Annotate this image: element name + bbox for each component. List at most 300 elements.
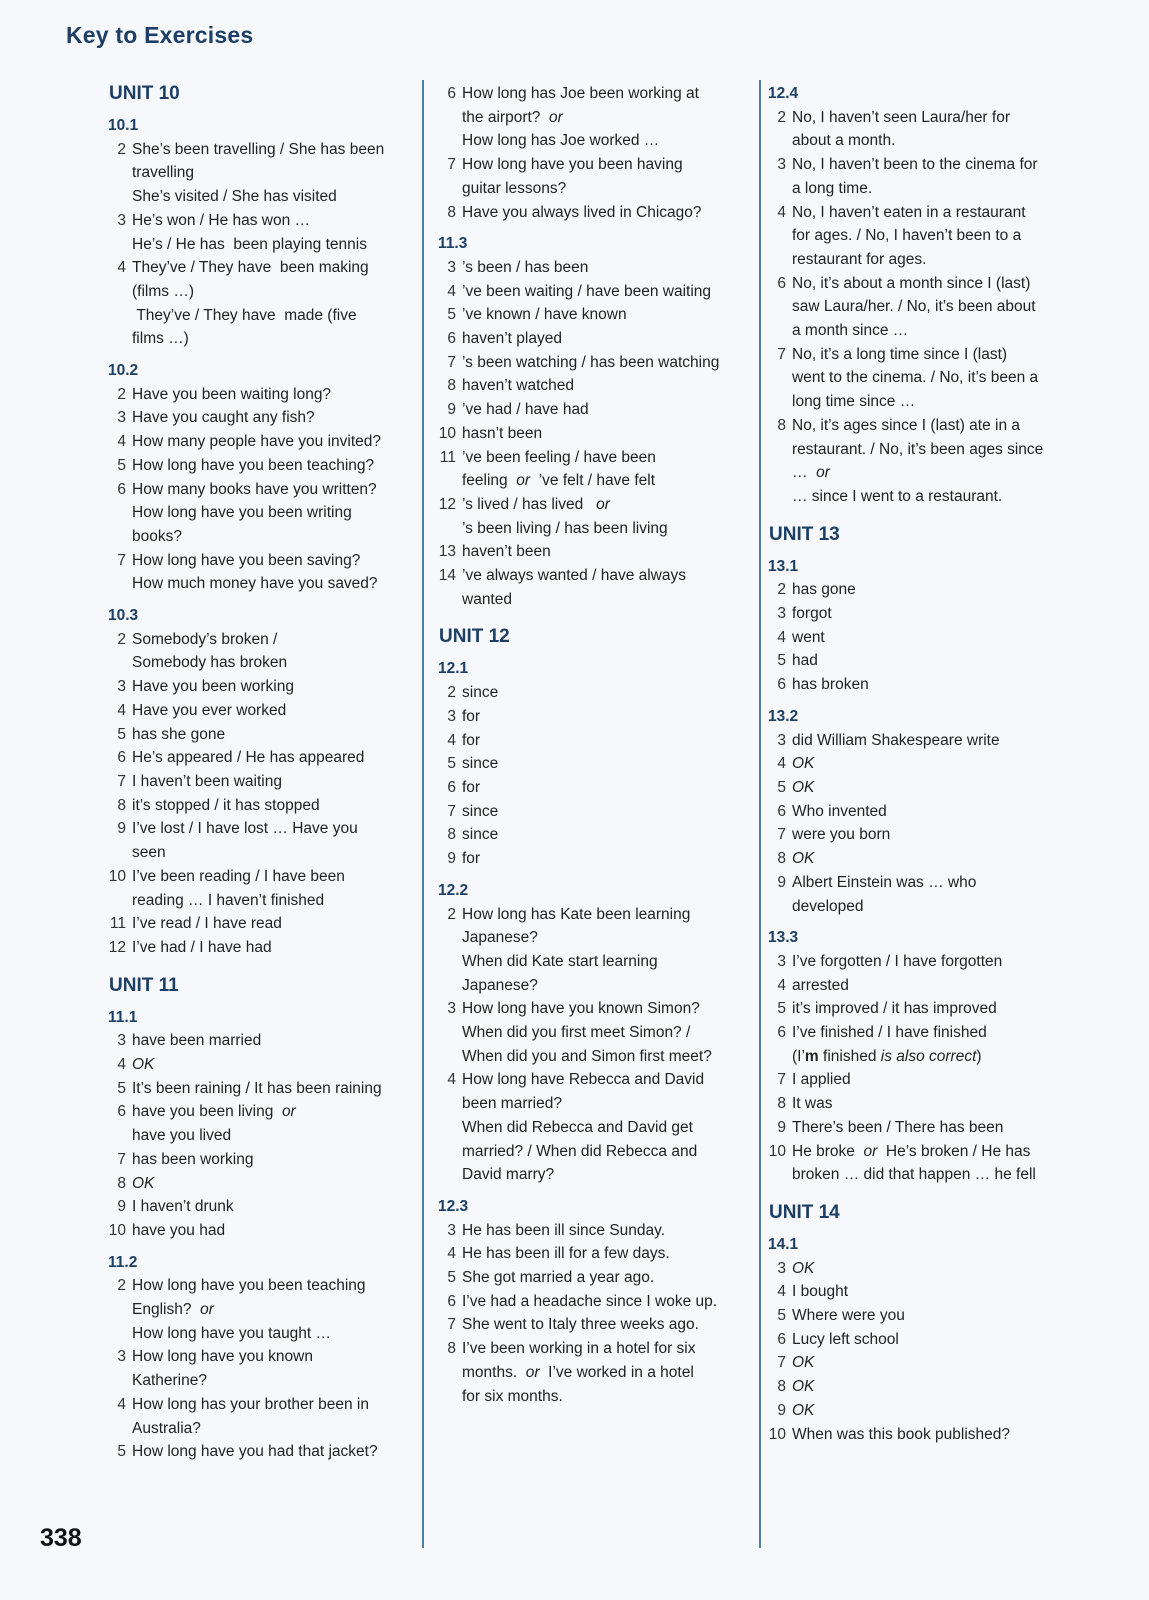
answer-number: 4 bbox=[117, 1395, 126, 1413]
answer-number bbox=[768, 319, 792, 343]
answer-number: 8 bbox=[777, 1378, 786, 1396]
answer-text: When did you first meet Simon? / bbox=[462, 1024, 691, 1042]
answer-number: 4 bbox=[447, 731, 456, 749]
answer-line bbox=[438, 1242, 736, 1266]
answer-text: (I’m finished is also correct) bbox=[792, 1047, 982, 1065]
answer-number: 9 bbox=[777, 1118, 786, 1136]
answer-text: since bbox=[462, 826, 499, 844]
answer-number: 4 bbox=[777, 628, 786, 646]
answer-text: seen bbox=[132, 844, 166, 862]
exercise-heading: 11.2 bbox=[108, 1253, 138, 1271]
answer-text: wanted bbox=[462, 590, 512, 608]
answer-line bbox=[438, 1385, 736, 1409]
answer-line bbox=[768, 366, 1068, 390]
answer-line bbox=[438, 974, 736, 998]
answer-line bbox=[108, 1369, 404, 1393]
answer-text: How long have you been saving? bbox=[132, 551, 361, 569]
answer-text: They’ve / They have been making bbox=[132, 259, 369, 277]
answer-line bbox=[768, 626, 1068, 650]
answer-number: 6 bbox=[777, 1024, 786, 1042]
answer-number bbox=[768, 461, 792, 485]
page-number: 338 bbox=[40, 1524, 82, 1552]
answer-text: it’s stopped / it has stopped bbox=[132, 796, 320, 814]
answer-text: for six months. bbox=[462, 1387, 563, 1405]
column-2 bbox=[438, 82, 736, 1408]
answer-text: They’ve / They have made (five bbox=[132, 306, 357, 324]
answer-line bbox=[768, 1328, 1068, 1352]
answer-text: How long have Rebecca and David bbox=[462, 1071, 705, 1089]
answer-number bbox=[768, 1163, 792, 1187]
answer-number: 7 bbox=[777, 345, 786, 363]
answer-line bbox=[768, 201, 1068, 225]
answer-line bbox=[768, 1045, 1068, 1069]
answer-line bbox=[438, 280, 736, 304]
answer-number: 8 bbox=[447, 1340, 456, 1358]
answer-line bbox=[108, 817, 404, 841]
answer-line bbox=[108, 1345, 404, 1369]
answer-line bbox=[438, 469, 736, 493]
answer-number: 8 bbox=[777, 416, 786, 434]
answer-line bbox=[768, 106, 1068, 130]
page-title: Key to Exercises bbox=[66, 22, 254, 48]
answer-text: How long has your brother been in bbox=[132, 1395, 369, 1413]
answer-text: How long has Kate been learning bbox=[462, 905, 691, 923]
answer-line bbox=[108, 1100, 404, 1124]
answer-number: 9 bbox=[447, 850, 456, 868]
answer-line bbox=[108, 841, 404, 865]
answer-number bbox=[438, 469, 462, 493]
answer-number: 4 bbox=[777, 755, 786, 773]
answer-text: I haven’t been waiting bbox=[132, 772, 282, 790]
answer-line bbox=[768, 390, 1068, 414]
answer-line bbox=[768, 997, 1068, 1021]
answer-number: 2 bbox=[117, 385, 126, 403]
answer-number: 3 bbox=[447, 1000, 456, 1018]
answer-line bbox=[438, 950, 736, 974]
answer-line bbox=[438, 351, 736, 375]
answer-number: 2 bbox=[117, 630, 126, 648]
answer-number: 3 bbox=[117, 409, 126, 427]
answer-line bbox=[108, 936, 404, 960]
answer-line bbox=[438, 1045, 736, 1069]
answer-line bbox=[438, 926, 736, 950]
answer-text: restaurant. / No, it’s been ages since bbox=[792, 440, 1044, 458]
answer-number: 5 bbox=[777, 652, 786, 670]
answer-number: 2 bbox=[117, 1277, 126, 1295]
answer-number: 7 bbox=[777, 1354, 786, 1372]
answer-text: have you lived bbox=[132, 1127, 232, 1145]
answer-line bbox=[108, 1172, 404, 1196]
answer-line bbox=[438, 997, 736, 1021]
answer-text: No, I haven’t been to the cinema for bbox=[792, 156, 1038, 174]
answer-number: 3 bbox=[447, 707, 456, 725]
answer-line bbox=[108, 572, 404, 596]
answer-number: 5 bbox=[777, 1000, 786, 1018]
answer-text: for bbox=[462, 731, 481, 749]
answer-text: has gone bbox=[792, 581, 856, 599]
answer-number: 4 bbox=[777, 976, 786, 994]
answer-number: 8 bbox=[117, 1174, 126, 1192]
answer-text: She went to Italy three weeks ago. bbox=[462, 1316, 699, 1334]
answer-line bbox=[108, 723, 404, 747]
answer-number: 5 bbox=[447, 1269, 456, 1287]
answer-number: 2 bbox=[777, 108, 786, 126]
exercise-heading: 13.3 bbox=[768, 929, 799, 947]
answer-text: went to the cinema. / No, it’s been a bbox=[792, 369, 1039, 387]
answer-number: 7 bbox=[777, 1071, 786, 1089]
answer-line bbox=[438, 446, 736, 470]
answer-line bbox=[108, 651, 404, 675]
exercise-heading: 12.1 bbox=[438, 660, 469, 678]
answer-line bbox=[768, 295, 1068, 319]
answer-line bbox=[768, 1351, 1068, 1375]
answer-number: 13 bbox=[438, 543, 456, 561]
answer-number bbox=[108, 304, 132, 328]
answer-number: 4 bbox=[447, 282, 456, 300]
answer-number: 4 bbox=[117, 433, 126, 451]
answer-line bbox=[108, 865, 404, 889]
answer-line bbox=[108, 138, 404, 162]
column-1 bbox=[108, 82, 404, 1464]
answer-line bbox=[108, 478, 404, 502]
answer-number bbox=[768, 1045, 792, 1069]
answer-text: since bbox=[462, 802, 499, 820]
answer-text: hasn’t been bbox=[462, 424, 543, 442]
answer-text: reading … I haven’t finished bbox=[132, 891, 325, 909]
answer-text: How long have you been teaching? bbox=[132, 456, 375, 474]
answer-number bbox=[438, 129, 462, 153]
answer-number bbox=[438, 177, 462, 201]
answer-number bbox=[108, 161, 132, 185]
answer-text: forgot bbox=[792, 605, 832, 623]
answer-number bbox=[108, 651, 132, 675]
answer-number: 8 bbox=[447, 203, 456, 221]
answer-text: OK bbox=[792, 1259, 815, 1277]
answer-number bbox=[438, 1163, 462, 1187]
answer-line bbox=[438, 564, 736, 588]
answer-line bbox=[108, 525, 404, 549]
answer-text: Have you been working bbox=[132, 678, 294, 696]
answer-line bbox=[438, 1290, 736, 1314]
answer-number bbox=[108, 233, 132, 257]
answer-number: 7 bbox=[117, 551, 126, 569]
answer-number bbox=[438, 1092, 462, 1116]
answer-line bbox=[768, 752, 1068, 776]
answer-line bbox=[768, 1021, 1068, 1045]
answer-text: broken … did that happen … he fell bbox=[792, 1166, 1036, 1184]
answer-number: 4 bbox=[777, 203, 786, 221]
answer-line bbox=[768, 1068, 1068, 1092]
answer-text: months. or I’ve worked in a hotel bbox=[462, 1363, 694, 1381]
answer-line bbox=[108, 1195, 404, 1219]
answer-text: David marry? bbox=[462, 1166, 555, 1184]
answer-line bbox=[108, 454, 404, 478]
answer-text: When did Rebecca and David get bbox=[462, 1118, 693, 1136]
answer-line bbox=[768, 272, 1068, 296]
answer-number bbox=[108, 1322, 132, 1346]
answer-line bbox=[438, 106, 736, 130]
answer-text: When did Kate start learning bbox=[462, 952, 658, 970]
answer-line bbox=[438, 729, 736, 753]
answer-line bbox=[438, 256, 736, 280]
answer-text: (films …) bbox=[132, 282, 194, 300]
answer-text: ’s been / has been bbox=[462, 258, 589, 276]
answer-text: OK bbox=[132, 1174, 155, 1192]
answer-text: the airport? or bbox=[462, 108, 563, 126]
answer-text: since bbox=[462, 684, 499, 702]
answer-text: How long has Joe been working at bbox=[462, 85, 699, 102]
answer-number: 5 bbox=[777, 1307, 786, 1325]
answer-number bbox=[438, 926, 462, 950]
answer-number: 8 bbox=[777, 1095, 786, 1113]
answer-line bbox=[108, 1077, 404, 1101]
answer-text: Japanese? bbox=[462, 976, 538, 994]
answer-line bbox=[768, 847, 1068, 871]
answer-text: Have you ever worked bbox=[132, 701, 287, 719]
answer-number: 11 bbox=[439, 448, 456, 466]
answer-text: I’ve been reading / I have been bbox=[132, 867, 345, 885]
answer-number bbox=[108, 1369, 132, 1393]
answer-number: 10 bbox=[438, 424, 456, 442]
exercise-heading: 12.3 bbox=[438, 1197, 469, 1215]
answer-line bbox=[768, 1257, 1068, 1281]
answer-number: 6 bbox=[117, 480, 126, 498]
answer-number bbox=[108, 327, 132, 351]
answer-number bbox=[108, 185, 132, 209]
unit-heading: UNIT 13 bbox=[769, 523, 840, 545]
answer-number bbox=[438, 950, 462, 974]
answer-number bbox=[768, 177, 792, 201]
answer-number bbox=[438, 1021, 462, 1045]
answer-line bbox=[438, 903, 736, 927]
answer-text: haven’t played bbox=[462, 330, 562, 348]
answer-line bbox=[108, 327, 404, 351]
answer-text: How long have you taught … bbox=[132, 1324, 332, 1342]
answer-number bbox=[768, 248, 792, 272]
answer-number bbox=[108, 841, 132, 865]
answer-line bbox=[768, 649, 1068, 673]
answer-text: No, it’s a long time since I (last) bbox=[792, 345, 1008, 363]
answer-text: No, I haven’t seen Laura/her for bbox=[792, 108, 1010, 126]
answer-line bbox=[768, 776, 1068, 800]
answer-text: He’s appeared / He has appeared bbox=[132, 749, 365, 767]
answer-line bbox=[108, 1393, 404, 1417]
answer-text: have you been living or bbox=[132, 1103, 296, 1121]
answer-number: 6 bbox=[447, 1292, 456, 1310]
answer-line bbox=[438, 303, 736, 327]
answer-number bbox=[768, 438, 792, 462]
answer-text: been married? bbox=[462, 1095, 562, 1113]
answer-text: She’s been travelling / She has been bbox=[132, 140, 385, 158]
answer-line bbox=[768, 673, 1068, 697]
exercise-heading: 13.1 bbox=[768, 557, 799, 575]
exercise-heading: 11.1 bbox=[108, 1008, 138, 1026]
answer-number: 6 bbox=[777, 274, 786, 292]
answer-number: 9 bbox=[117, 820, 126, 838]
answer-line bbox=[108, 770, 404, 794]
answer-text: has broken bbox=[792, 676, 869, 694]
answer-text: for bbox=[462, 778, 481, 796]
answer-line bbox=[108, 1124, 404, 1148]
answer-line bbox=[438, 752, 736, 776]
answer-text: How long have you been having bbox=[462, 156, 683, 174]
answer-number bbox=[438, 588, 462, 612]
answer-text: How many books have you written? bbox=[132, 480, 377, 498]
answer-line bbox=[438, 1092, 736, 1116]
answer-number: 10 bbox=[768, 1425, 786, 1443]
answer-line bbox=[768, 578, 1068, 602]
answer-number: 6 bbox=[447, 778, 456, 796]
answer-text: OK bbox=[792, 778, 815, 796]
answer-line bbox=[768, 343, 1068, 367]
answer-number: 3 bbox=[777, 952, 786, 970]
answer-text: were you born bbox=[792, 826, 891, 844]
exercise-heading: 12.2 bbox=[438, 881, 469, 899]
answer-number: 9 bbox=[117, 1198, 126, 1216]
answer-text: ’ve been feeling / have been bbox=[462, 448, 656, 466]
answer-text: for bbox=[462, 850, 481, 868]
answer-text: have you had bbox=[132, 1221, 226, 1239]
answer-number: 10 bbox=[768, 1142, 786, 1160]
answer-line bbox=[108, 185, 404, 209]
answer-number: 3 bbox=[777, 605, 786, 623]
answer-number: 4 bbox=[447, 1071, 456, 1089]
answer-number bbox=[438, 1140, 462, 1164]
answer-number: 3 bbox=[777, 731, 786, 749]
answer-text: had bbox=[792, 652, 818, 670]
answer-text: I’ve forgotten / I have forgotten bbox=[792, 952, 1003, 970]
answer-line bbox=[108, 1029, 404, 1053]
answer-line bbox=[438, 705, 736, 729]
answer-text: feeling or ’ve felt / have felt bbox=[462, 472, 656, 490]
answer-line bbox=[768, 1116, 1068, 1140]
answer-text: He’s won / He has won … bbox=[132, 211, 311, 229]
answer-text: I haven’t drunk bbox=[132, 1198, 234, 1216]
answer-text: I bought bbox=[792, 1283, 849, 1301]
answer-number: 3 bbox=[117, 1032, 126, 1050]
answer-line bbox=[108, 912, 404, 936]
answer-line bbox=[438, 177, 736, 201]
answer-line bbox=[438, 1140, 736, 1164]
answer-text: I’ve had / I have had bbox=[132, 938, 272, 956]
column-3 bbox=[768, 82, 1068, 1446]
answer-text: OK bbox=[792, 1401, 815, 1419]
answer-text: since bbox=[462, 755, 499, 773]
answer-text: How long has Joe worked … bbox=[462, 132, 660, 150]
unit-heading: UNIT 12 bbox=[439, 626, 510, 648]
answer-line bbox=[768, 461, 1068, 485]
answer-line bbox=[768, 729, 1068, 753]
answer-line bbox=[438, 847, 736, 871]
answer-number: 7 bbox=[447, 353, 456, 371]
answer-line bbox=[438, 588, 736, 612]
answer-line bbox=[438, 1116, 736, 1140]
answer-number: 4 bbox=[447, 1245, 456, 1263]
answer-text: No, I haven’t eaten in a restaurant bbox=[792, 203, 1026, 221]
answer-text: did William Shakespeare write bbox=[792, 731, 1000, 749]
answer-number: 5 bbox=[117, 1079, 126, 1097]
exercise-heading: 11.3 bbox=[438, 235, 468, 253]
unit-heading: UNIT 11 bbox=[109, 974, 179, 996]
answer-text: Somebody’s broken / bbox=[132, 630, 278, 648]
answer-number: 7 bbox=[447, 156, 456, 174]
answer-line bbox=[768, 414, 1068, 438]
answer-text: Albert Einstein was … who bbox=[792, 873, 977, 891]
answer-line bbox=[108, 889, 404, 913]
answer-text: He’s / He has been playing tennis bbox=[132, 235, 367, 253]
exercise-heading: 10.3 bbox=[108, 607, 139, 625]
answer-text: He has been ill for a few days. bbox=[462, 1245, 670, 1263]
answer-number: 3 bbox=[447, 1221, 456, 1239]
answer-line bbox=[108, 161, 404, 185]
answer-number: 6 bbox=[447, 330, 456, 348]
answer-line bbox=[438, 517, 736, 541]
answer-line bbox=[438, 681, 736, 705]
answer-number bbox=[438, 974, 462, 998]
answer-number bbox=[768, 295, 792, 319]
answer-line bbox=[768, 950, 1068, 974]
answer-number bbox=[108, 280, 132, 304]
answer-line bbox=[438, 823, 736, 847]
answer-text: … since I went to a restaurant. bbox=[792, 487, 1003, 505]
answer-text: I’ve read / I have read bbox=[132, 915, 282, 933]
answer-line bbox=[108, 1417, 404, 1441]
answer-text: I applied bbox=[792, 1071, 851, 1089]
answer-number: 9 bbox=[447, 401, 456, 419]
answer-line bbox=[108, 256, 404, 280]
answer-number bbox=[768, 390, 792, 414]
answer-number: 5 bbox=[447, 755, 456, 773]
answer-number bbox=[438, 106, 462, 130]
answer-number: 14 bbox=[438, 567, 456, 585]
answer-text: Who invented bbox=[792, 802, 887, 820]
answer-number: 5 bbox=[117, 456, 126, 474]
answer-text: OK bbox=[132, 1056, 155, 1074]
answer-number: 12 bbox=[438, 495, 456, 513]
answer-number: 2 bbox=[447, 684, 456, 702]
answer-line bbox=[768, 1280, 1068, 1304]
answer-line bbox=[438, 776, 736, 800]
answer-line bbox=[438, 1361, 736, 1385]
answer-line bbox=[438, 129, 736, 153]
answer-text: saw Laura/her. / No, it’s been about bbox=[792, 298, 1036, 316]
answer-text: Lucy left school bbox=[792, 1330, 899, 1348]
answer-text: long time since … bbox=[792, 393, 916, 411]
answer-line bbox=[108, 1219, 404, 1243]
answer-text: ’ve always wanted / have always bbox=[462, 567, 687, 585]
answer-text: It was bbox=[792, 1095, 833, 1113]
answer-number: 4 bbox=[117, 701, 126, 719]
answer-number: 8 bbox=[447, 826, 456, 844]
answer-line bbox=[108, 406, 404, 430]
answer-text: haven’t been bbox=[462, 543, 551, 561]
answer-text: He has been ill since Sunday. bbox=[462, 1221, 666, 1239]
answer-text: ’s lived / has lived or bbox=[462, 495, 610, 513]
answer-number: 5 bbox=[117, 725, 126, 743]
answer-line bbox=[438, 1219, 736, 1243]
answer-line bbox=[108, 699, 404, 723]
answer-line bbox=[108, 233, 404, 257]
answer-text: OK bbox=[792, 850, 815, 868]
answer-text: Japanese? bbox=[462, 929, 538, 947]
answer-text: has she gone bbox=[132, 725, 226, 743]
answer-number: 9 bbox=[777, 1401, 786, 1419]
answer-number: 12 bbox=[108, 938, 126, 956]
answer-text: How long have you known Simon? bbox=[462, 1000, 700, 1018]
answer-text: English? or bbox=[132, 1301, 214, 1319]
answer-number bbox=[438, 517, 462, 541]
exercise-heading: 10.2 bbox=[108, 362, 139, 380]
